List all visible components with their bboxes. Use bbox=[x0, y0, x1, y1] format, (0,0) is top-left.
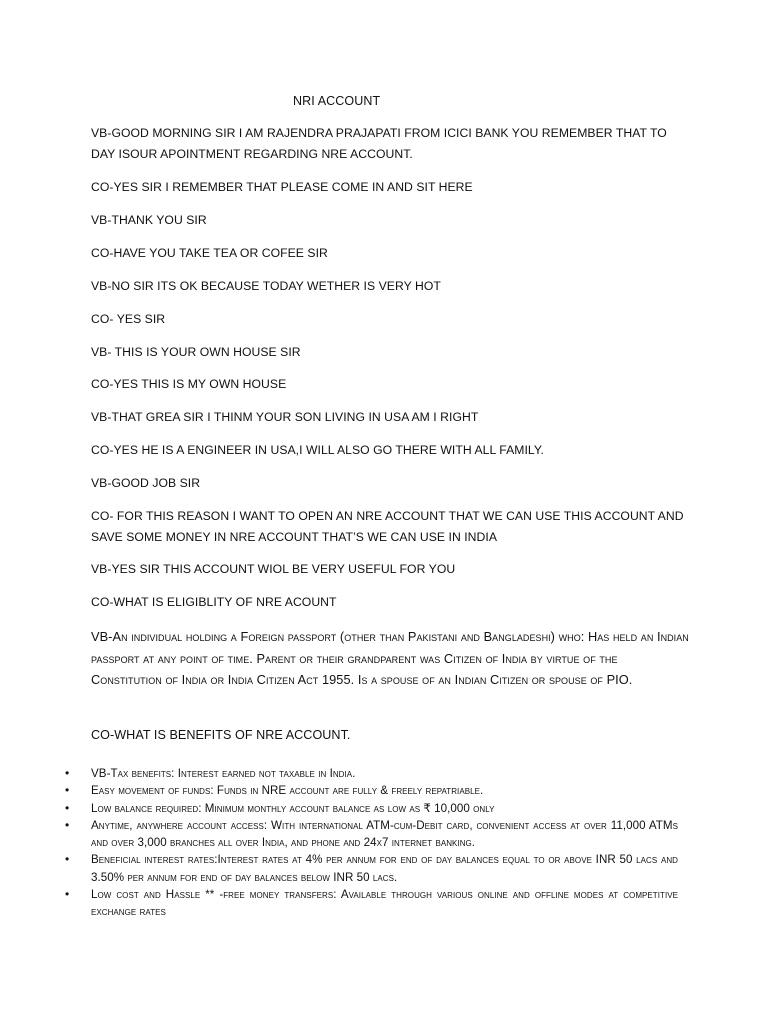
paragraph-co-yes: CO- YES SIR bbox=[91, 312, 166, 326]
bullet-icon: • bbox=[65, 887, 70, 902]
list-item bbox=[0, 851, 678, 886]
bullet-icon: • bbox=[65, 800, 70, 815]
benefits-list bbox=[0, 765, 768, 921]
list-item bbox=[0, 765, 678, 782]
bullet-icon: • bbox=[65, 852, 70, 867]
list-item-text: Easy movement of funds: Funds in NRE account are fully & freely repatriable. bbox=[91, 784, 484, 798]
paragraph-co-engineer: CO-YES HE IS A ENGINEER IN USA,I WILL ALSO GO THERE WITH ALL FAMILY. bbox=[91, 443, 544, 457]
paragraph-greeting: VB-GOOD MORNING SIR I AM RAJENDRA PRAJAPATI FROM ICICI BANK YOU REMEMBER THAT TO DAY ISOUR APOINTMENT REGARDING NRE ACCOUNT. bbox=[91, 126, 667, 161]
list-item-text: Low balance required: Minimum monthly account balance as low as ₹ 10,000 only bbox=[91, 801, 495, 815]
list-item bbox=[0, 800, 678, 817]
list-item bbox=[0, 782, 678, 799]
paragraph-co-tea: CO-HAVE YOU TAKE TEA OR COFEE SIR bbox=[91, 246, 328, 260]
paragraph-co-house: CO-YES THIS IS MY OWN HOUSE bbox=[91, 377, 287, 391]
paragraph-vb-eligibility-answer: VB-An individual holding a Foreign passport (other than Pakistani and Bangladeshi) who: Has held an Indian passport at any point of time. Parent or their grandparent was Citizen of India by virtue of the Constitution of India or India Citizen Act 1955. Is a spouse of an Indian Citizen or spouse of PIO. bbox=[91, 629, 689, 687]
paragraph-co-remember: CO-YES SIR I REMEMBER THAT PLEASE COME IN AND SIT HERE bbox=[91, 180, 473, 194]
list-item-text: VB-Tax benefits: Interest earned not taxable in India. bbox=[91, 767, 356, 780]
bullet-icon: • bbox=[65, 817, 70, 832]
list-item bbox=[0, 886, 678, 921]
list-item bbox=[0, 817, 678, 852]
paragraph-vb-son: VB-THAT GREA SIR I THINM YOUR SON LIVING IN USA AM I RIGHT bbox=[91, 410, 479, 424]
paragraph-co-benefits: CO-WHAT IS BENEFITS OF NRE ACCOUNT. bbox=[91, 728, 351, 742]
list-item-text: Low cost and Hassle ** -free money transfers: Available through various online and offline modes at competitive exchange rates bbox=[91, 888, 678, 919]
list-item-text: Anytime, anywhere account access: With international ATM-cum-Debit card, convenient access at over 11,000 ATMs and over 3,000 branches all over India, and phone and 24x7 internet banking. bbox=[91, 818, 678, 850]
paragraph-co-reason: CO- FOR THIS REASON I WANT TO OPEN AN NRE ACCOUNT THAT WE CAN USE THIS ACCOUNT AND SAVE SOME MONEY IN NRE ACCOUNT THAT’S WE CAN USE IN INDIA bbox=[91, 509, 684, 544]
paragraph-vb-thanks: VB-THANK YOU SIR bbox=[91, 213, 207, 227]
paragraph-vb-house: VB- THIS IS YOUR OWN HOUSE SIR bbox=[91, 345, 301, 359]
paragraph-vb-useful: VB-YES SIR THIS ACCOUNT WIOL BE VERY USEFUL FOR YOU bbox=[91, 562, 456, 576]
paragraph-co-eligibility: CO-WHAT IS ELIGIBLITY OF NRE ACOUNT bbox=[91, 595, 337, 609]
bullet-icon: • bbox=[65, 766, 70, 780]
document-title: NRI ACCOUNT bbox=[293, 94, 381, 108]
list-item-text: Beneficial interest rates:Interest rates at 4% per annum for end of day balances equal to or above INR 50 lacs and 3.50% per annum for end of day balances below INR 50 lacs. bbox=[91, 853, 678, 884]
paragraph-vb-good-job: VB-GOOD JOB SIR bbox=[91, 476, 201, 490]
bullet-icon: • bbox=[65, 783, 70, 798]
paragraph-vb-weather: VB-NO SIR ITS OK BECAUSE TODAY WETHER IS VERY HOT bbox=[91, 279, 441, 293]
